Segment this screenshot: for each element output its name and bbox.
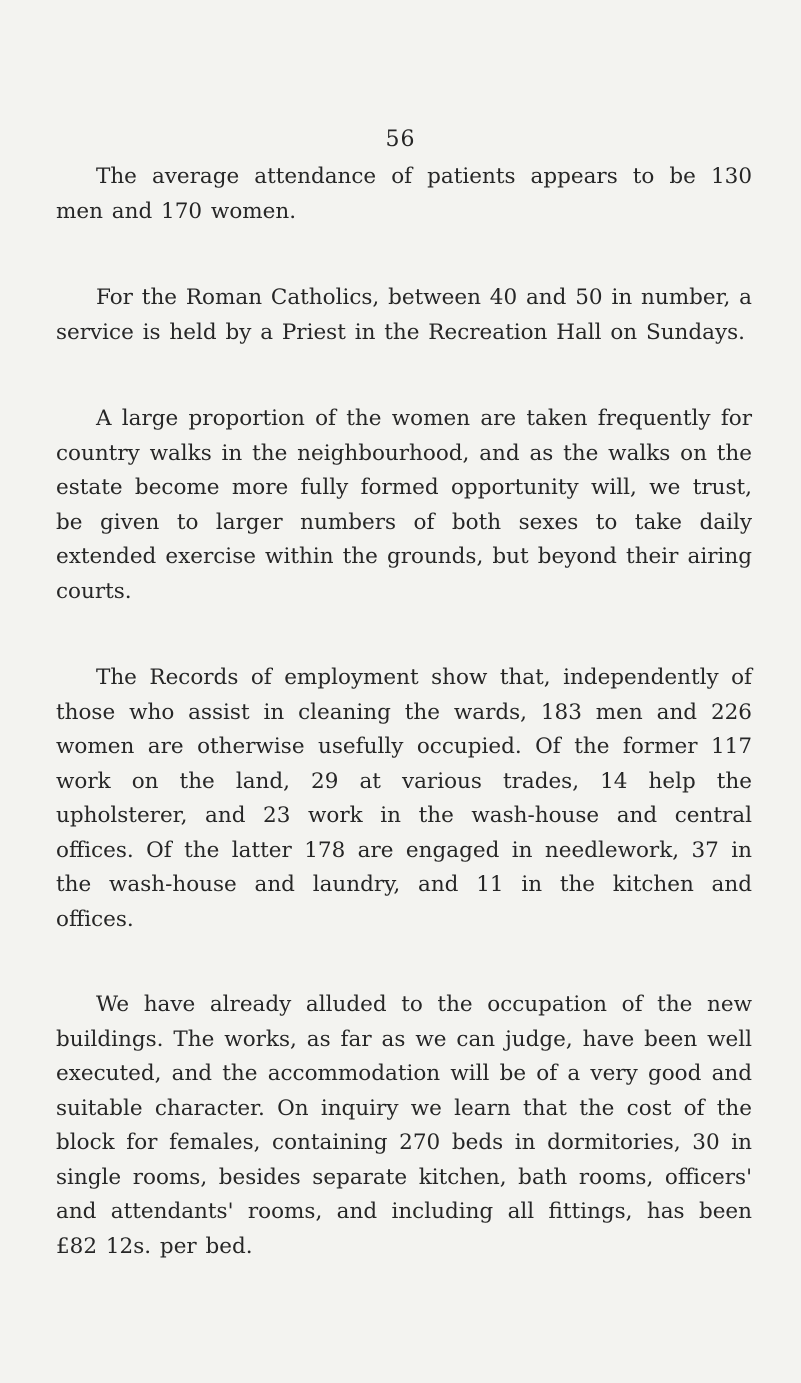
paragraph-country-walks: A large proportion of the women are taken frequently for country walks in the neighbourhood, and as the walks on the estate become more fully formed opportunity will, we trust, be given to larger numbers of both sexes to take daily extended exercise within the grounds, but beyond their airing courts. xyxy=(56,406,752,604)
page-number: 56 xyxy=(385,127,416,152)
paragraph-roman-catholics: For the Roman Catholics, between 40 and 50 in number, a service is held by a Priest in the Recreation Hall on Sundays. xyxy=(56,285,752,345)
body-text xyxy=(56,160,752,1264)
paragraph-employment-records: The Records of employment show that, independently of those who assist in cleaning the wards, 183 men and 226 women are otherwise usefully occupied. Of the former 117 work on the land, 29 at various trades, 14 help the upholsterer, and 23 work in the wash-house and central offices. Of the latter 178 are engaged in needlework, 37 in the wash-house and laundry, and 11 in the kitchen and offices. xyxy=(56,665,752,932)
paragraph-new-buildings: We have already alluded to the occupation of the new buildings. The works, as far as we can judge, have been well executed, and the accommodation will be of a very good and suitable character. On inquiry we learn that the cost of the block for females, containing 270 beds in dormitories, 30 in single rooms, besides separate kitchen, bath rooms, officers' and attendants' rooms, and including all fittings, has been £82 12s. per bed. xyxy=(56,992,752,1259)
paragraph-attendance: The average attendance of patients appears to be 130 men and 170 women. xyxy=(56,164,752,224)
